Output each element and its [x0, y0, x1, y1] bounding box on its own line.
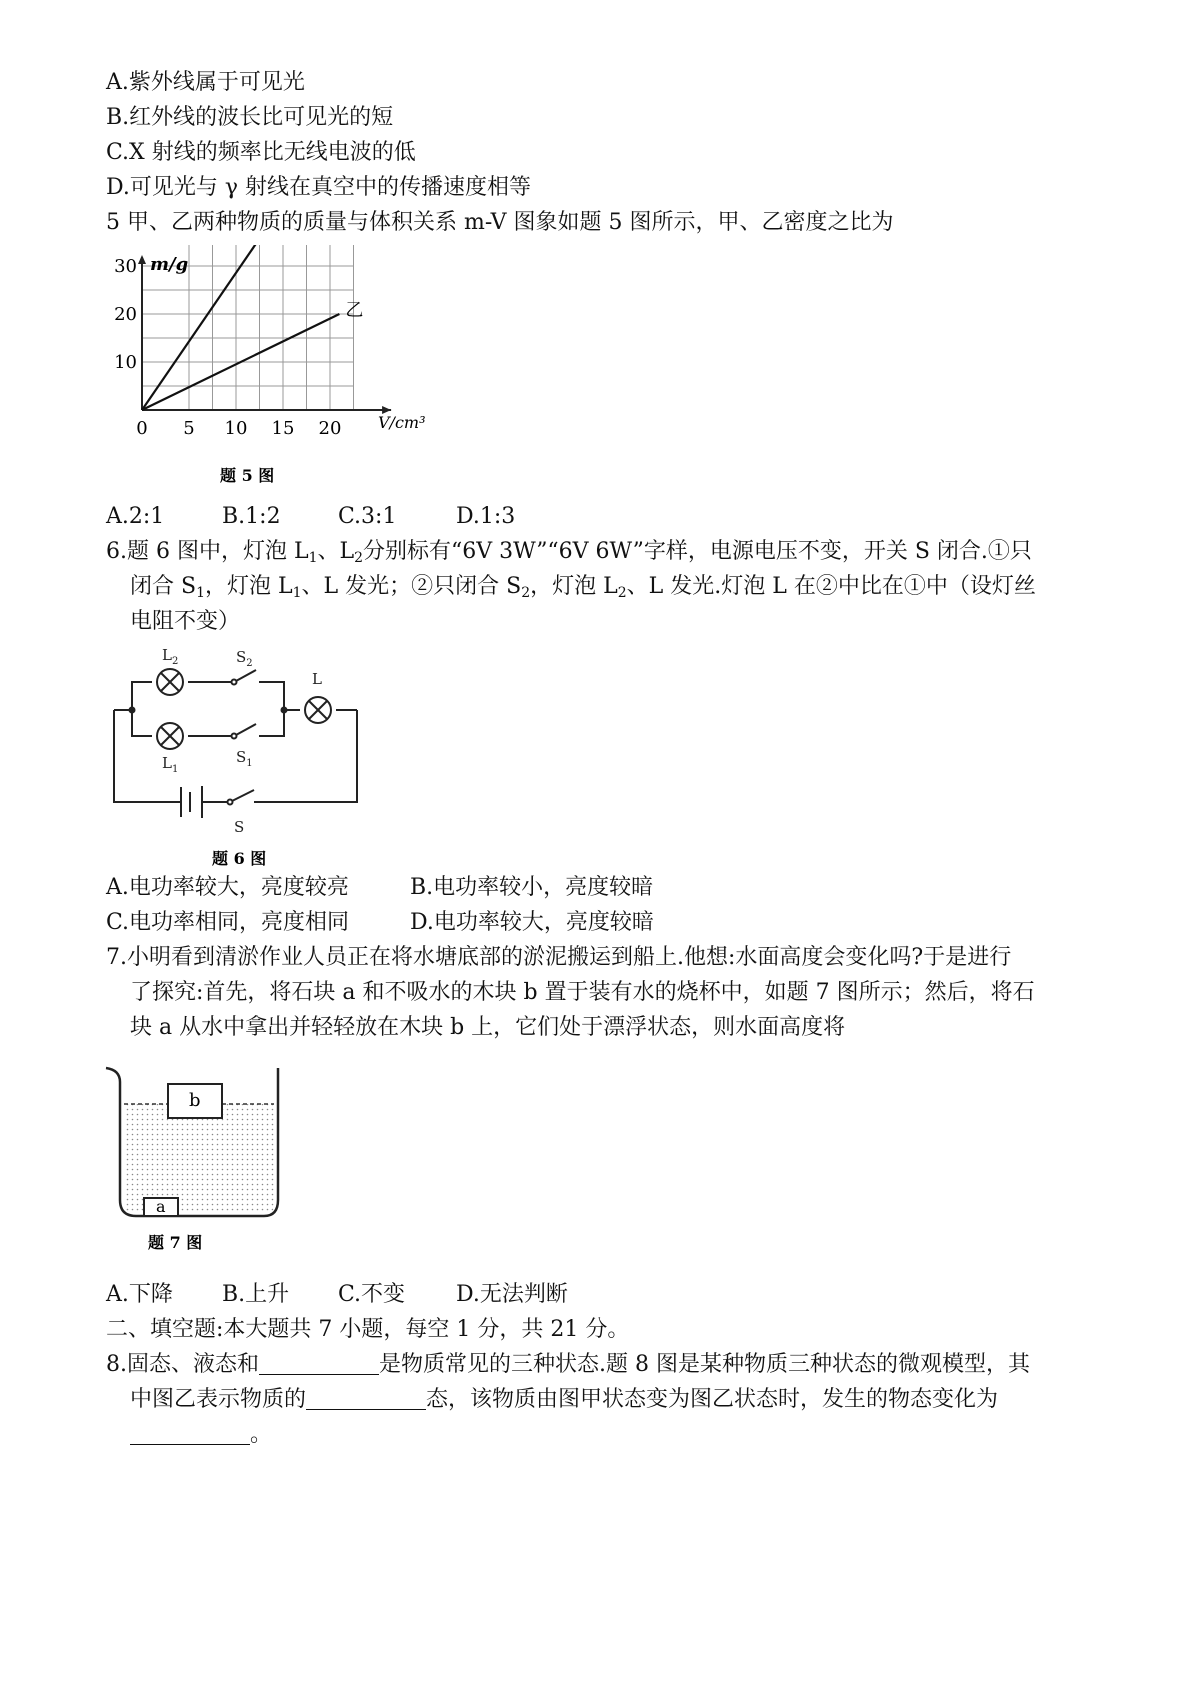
q4-option-a: A.紫外线属于可见光 — [106, 70, 305, 95]
stone-a-label: a — [156, 1197, 166, 1216]
q4-option-c: C.X 射线的频率比无线电波的低 — [106, 140, 416, 165]
q8-blank-1[interactable] — [259, 1352, 379, 1375]
y-axis-arrow — [138, 255, 146, 264]
mass-volume-chart — [100, 245, 460, 495]
y-tick-label: 30 — [114, 256, 137, 277]
x-axis-label: V/cm³ — [378, 413, 426, 432]
y-tick-label: 20 — [114, 304, 137, 325]
q7-option-c: C.不变 — [338, 1282, 406, 1307]
q7-line-1: 7.小明看到清淤作业人员正在将水塘底部的淤泥搬运到船上.他想:水面高度会变化吗?于是进行 — [106, 945, 1012, 970]
junction-dot-right — [281, 707, 288, 714]
figure-5-caption: 题 5 图 — [220, 466, 275, 485]
circuit-diagram — [104, 640, 384, 872]
q7-option-a: A.下降 — [106, 1282, 173, 1307]
switch-s1-label: $S_1$ — [236, 748, 253, 769]
figure-6-caption: 题 6 图 — [212, 849, 267, 868]
q8-line-1: 8.固态、液态和 是物质常见的三种状态.题 8 图是某种物质三种状态的微观模型，其 — [106, 1352, 1030, 1377]
section-2-heading: 二、填空题:本大题共 7 小题，每空 1 分，共 21 分。 — [106, 1317, 630, 1342]
x-tick-label: 15 — [271, 418, 295, 439]
q5-option-c: C.3:1 — [338, 504, 397, 529]
q5-stem: 5 甲、乙两种物质的质量与体积关系 m-V 图象如题 5 图所示，甲、乙密度之比为 — [106, 210, 894, 235]
q7-option-d: D.无法判断 — [456, 1282, 568, 1307]
x-tick-label: 20 — [318, 418, 342, 439]
series-label-2: 乙 — [345, 300, 364, 321]
q4-option-d: D.可见光与 γ 射线在真空中的传播速度相等 — [106, 175, 531, 200]
q5-option-b: B.1:2 — [222, 504, 281, 529]
switch-s-label: S — [234, 818, 245, 836]
x-tick-label: 5 — [183, 418, 195, 439]
q6-line-1: 6.题 6 图中，灯泡 $L_1$、$L_2$分别标有“6V 3W”“6V 6W”字样，电源电压不变，开关 S 闭合.①只 — [106, 539, 1032, 566]
q6-option-b: B.电功率较小，亮度较暗 — [410, 875, 654, 900]
q8-blank-3[interactable] — [130, 1422, 250, 1445]
lamp-l1-label: $L_1$ — [162, 754, 179, 775]
q6-line-3: 电阻不变） — [130, 609, 241, 634]
lamp-l2-label: $L_2$ — [162, 646, 179, 667]
beaker-diagram — [100, 1062, 300, 1262]
q5-option-d: D.1:3 — [456, 504, 516, 529]
q8-line-2: 中图乙表示物质的 态，该物质由图甲状态变为图乙状态时，发生的物态变化为 — [130, 1387, 999, 1412]
q6-option-a: A.电功率较大，亮度较亮 — [106, 875, 349, 900]
q7-line-3: 块 a 从水中拿出并轻轻放在木块 b 上，它们处于漂浮状态，则水面高度将 — [130, 1015, 846, 1040]
y-tick-label: 10 — [114, 352, 137, 373]
q8-blank-2[interactable] — [306, 1387, 426, 1410]
y-axis-label: m/g — [150, 254, 189, 275]
switch-s2-label: $S_2$ — [236, 648, 253, 669]
q8-line-3: 。 — [130, 1420, 272, 1450]
figure-7-caption: 题 7 图 — [148, 1233, 203, 1252]
q6-option-c: C.电功率相同，亮度相同 — [106, 910, 350, 935]
q6-option-d: D.电功率较大，亮度较暗 — [410, 910, 654, 935]
q5-option-a: A.2:1 — [106, 504, 165, 529]
lamp-l-label: L — [312, 670, 322, 688]
wood-block-b-label: b — [189, 1090, 201, 1111]
q7-line-2: 了探究:首先，将石块 a 和不吸水的木块 b 置于装有水的烧杯中，如题 7 图所示；然后，将石 — [130, 980, 1035, 1005]
x-tick-label: 0 — [136, 418, 148, 439]
q4-option-b: B.红外线的波长比可见光的短 — [106, 105, 394, 130]
q6-line-2: 闭合 $S_1$，灯泡 $L_1$、L 发光；②只闭合 $S_2$，灯泡 $L_2$、L 发光.灯泡 L 在②中比在①中（设灯丝 — [130, 574, 1036, 601]
x-tick-label: 10 — [224, 418, 248, 439]
junction-dot-left — [129, 707, 136, 714]
q7-option-b: B.上升 — [222, 1282, 290, 1307]
